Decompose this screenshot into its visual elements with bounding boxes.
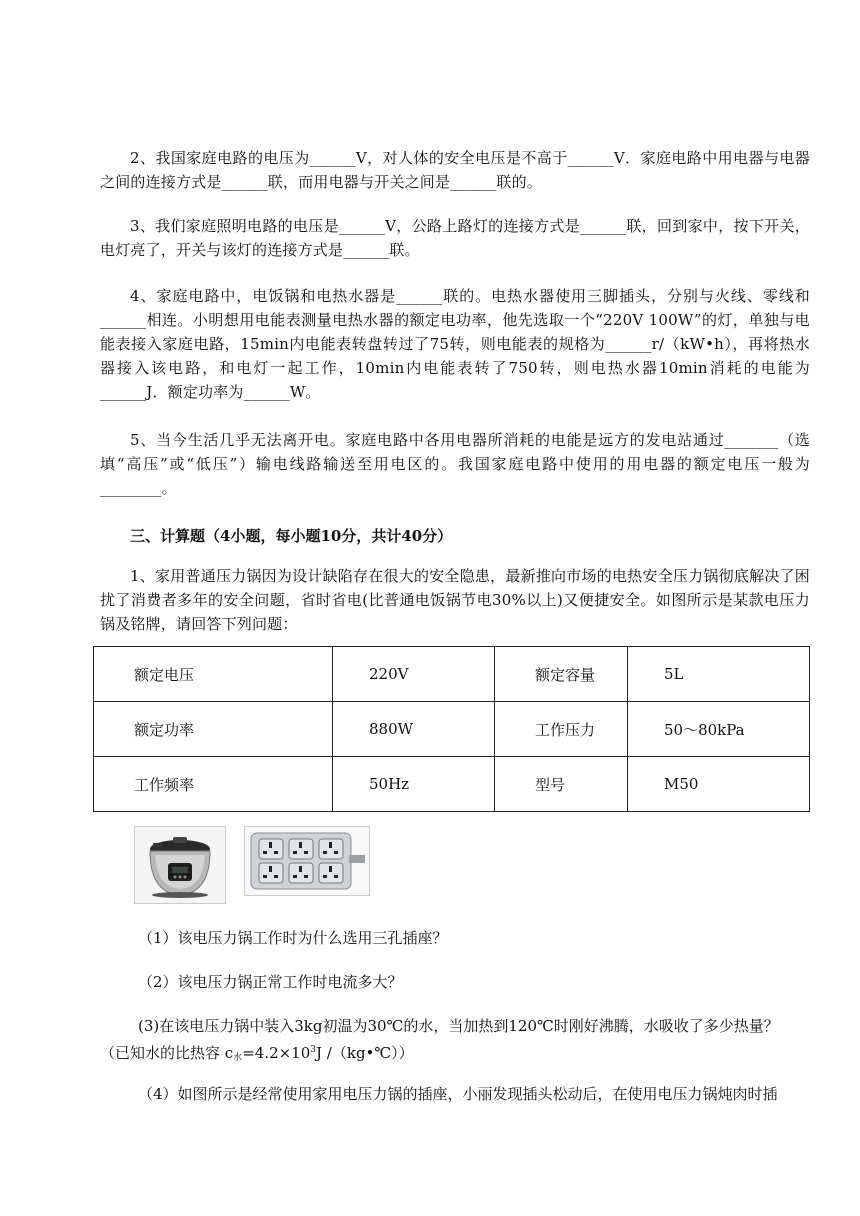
section-3-title: 三、计算题（4小题，每小题10分，共计40分） <box>130 527 453 545</box>
sub-question-3-main: (3)在该电压力锅中装入3kg初温为30℃的水，当加热到120℃时刚好沸腾，水吸收了多少热量？ <box>138 1017 779 1035</box>
table-cell: M50 <box>628 757 810 812</box>
question-2-fill-blank: 2、我国家庭电路的电压为______V，对人体的安全电压是不高于______V．家庭电路中用电器与电器之间的连接方式是______联，而用电器与开关之间是______联的。 <box>100 149 810 191</box>
pressure-cooker-image <box>134 826 226 904</box>
table-cell: 50～80kPa <box>628 702 810 757</box>
question-5-fill-blank: 5、当今生活几乎无法离开电。家庭电路中各用电器所消耗的电能是远方的发电站通过_______（选填“高压”或“低压”）输电线路输送至用电区的。我国家庭电路中使用的用电器的额定电压一般为________。 <box>100 431 810 497</box>
table-cell: 880W <box>333 702 495 757</box>
table-cell: 型号 <box>495 757 628 812</box>
table-cell: 5L <box>628 647 810 702</box>
table-cell: 工作频率 <box>94 757 333 812</box>
table-row <box>94 702 810 757</box>
question-3-fill-blank: 3、我们家庭照明电路的电压是______V，公路上路灯的连接方式是______联，回到家中，按下开关，电灯亮了，开关与该灯的连接方式是______联。 <box>100 217 810 259</box>
calc-question-1-intro: 1、家用普通压力锅因为设计缺陷存在很大的安全隐患，最新推向市场的电热安全压力锅彻底解决了困扰了消费者多年的安全问题，省时省电(比普通电饭锅节电30%以上)又便捷安全。如图所示是某款电压力锅及铭牌，请回答下列问题： <box>100 567 810 633</box>
subscript-water: 水 <box>233 1053 243 1063</box>
table-cell: 50Hz <box>333 757 495 812</box>
superscript-exponent: 3 <box>310 1045 317 1055</box>
given-prefix: （已知水的比热容 c <box>100 1044 234 1062</box>
table-cell: 220V <box>333 647 495 702</box>
sub-question-4: （4）如图所示是经常使用家用电压力锅的插座，小丽发现插头松动后，在使用电压力锅炖肉时插 <box>138 1085 778 1103</box>
table-cell: 额定电压 <box>94 647 333 702</box>
given-mid: =4.2×10 <box>242 1044 311 1062</box>
nameplate-specs-table <box>93 646 810 812</box>
sub-question-3-given <box>100 1038 810 1070</box>
question-4-fill-blank: 4、家庭电路中，电饭锅和电热水器是______联的。电热水器使用三脚插头，分别与火线、零线和______相连。小明想用电能表测量电热水器的额定电功率，他先选取一个“220V 100W”的灯，单独与电能表接入家庭电路，15min内电能表转盘转过了75转，则电能表的规格为______r/（kW•h），再将热水器接入该电路，和电灯一起工作，10min内电能表转了750转，则电热水器10min消耗的电能为______J．额定功率为______W。 <box>100 287 810 401</box>
table-cell: 额定功率 <box>94 702 333 757</box>
sub-question-3 <box>100 1014 810 1038</box>
table-cell: 工作压力 <box>495 702 628 757</box>
sub-question-1: （1）该电压力锅工作时为什么选用三孔插座？ <box>138 929 448 947</box>
power-strip-image <box>244 826 370 896</box>
given-suffix: J /（kg•℃）） <box>316 1044 414 1062</box>
sub-question-2: （2）该电压力锅正常工作时电流多大？ <box>138 973 403 991</box>
table-cell: 额定容量 <box>495 647 628 702</box>
table-row <box>94 757 810 812</box>
table-row <box>94 647 810 702</box>
